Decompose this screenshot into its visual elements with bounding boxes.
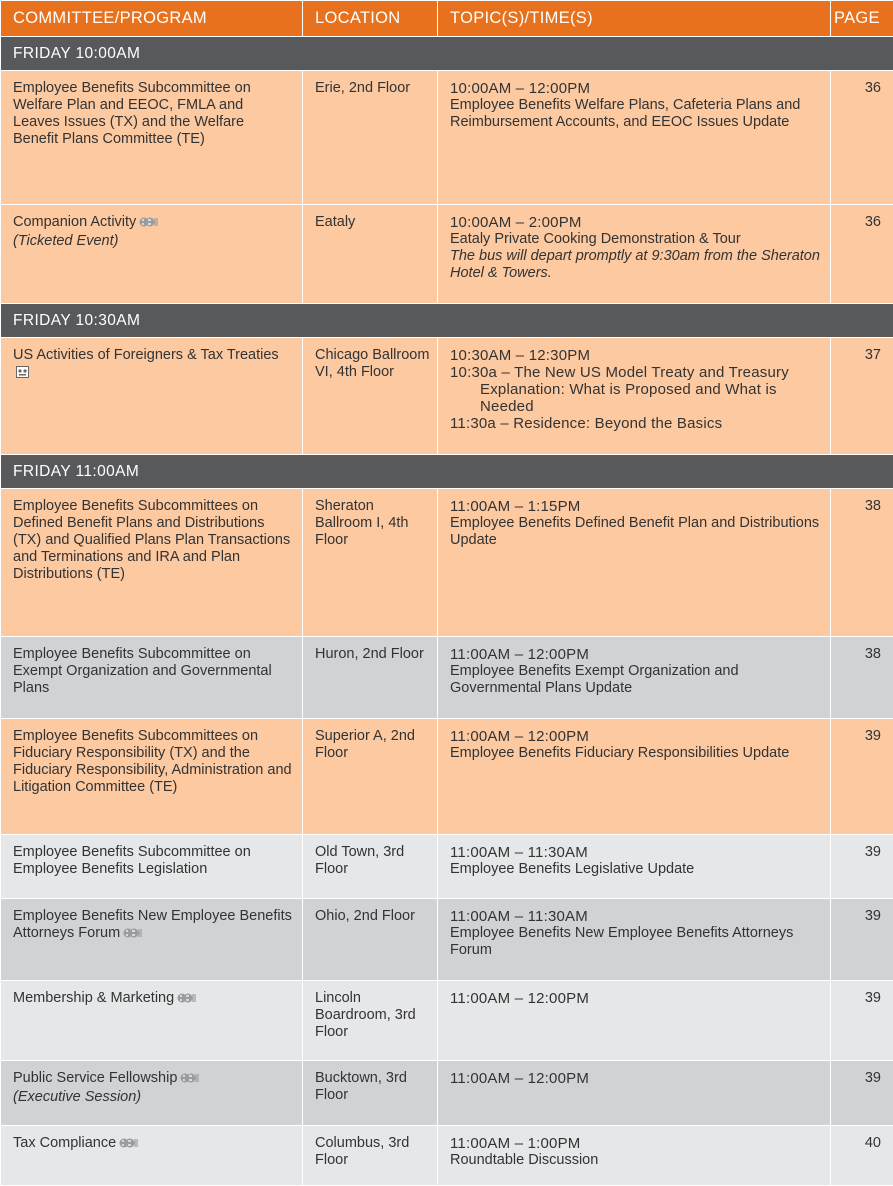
session-topic: Employee Benefits New Employee Benefits Attorneys Forum xyxy=(450,925,824,959)
location-cell: Chicago Ballroom VI, 4th Floor xyxy=(303,338,438,455)
location-cell: Old Town, 3rd Floor xyxy=(303,835,438,899)
table-row xyxy=(1,338,893,455)
committee-name: Employee Benefits Subcommittee on Employee Benefits Legislation xyxy=(13,844,251,877)
page-number: 39 xyxy=(831,981,893,1061)
video-icon xyxy=(16,366,29,383)
table-row xyxy=(1,719,893,835)
cle-icon xyxy=(119,1137,138,1154)
session-time: 11:00AM – 11:30AM xyxy=(450,844,824,861)
session-time: 10:00AM – 2:00PM xyxy=(450,214,824,231)
committee-cell xyxy=(1,71,303,205)
table-row xyxy=(1,637,893,719)
committee-cell xyxy=(1,719,303,835)
section-header xyxy=(1,304,893,338)
session-time: 11:00AM – 12:00PM xyxy=(450,728,824,745)
section-heading: FRIDAY 10:00AM xyxy=(1,37,893,71)
header-topics: TOPIC(S)/TIME(S) xyxy=(438,1,831,37)
committee-name: Employee Benefits Subcommittee on Welfare Plan and EEOC, FMLA and Leaves Issues (TX) and the Welfare Benefit Plans Committee (TE) xyxy=(13,80,251,147)
committee-name: Public Service Fellowship xyxy=(13,1070,177,1086)
section-heading: FRIDAY 10:30AM xyxy=(1,304,893,338)
cle-icon xyxy=(180,1072,199,1089)
topic-cell xyxy=(438,637,831,719)
session-topic: Eataly Private Cooking Demonstration & Tour xyxy=(450,231,824,248)
committee-name: Employee Benefits Subcommittee on Exempt Organization and Governmental Plans xyxy=(13,646,272,696)
header-row xyxy=(1,1,893,37)
location-cell: Lincoln Boardroom, 3rd Floor xyxy=(303,981,438,1061)
topic-cell xyxy=(438,1126,831,1186)
committee-name: US Activities of Foreigners & Tax Treaties xyxy=(13,347,279,363)
cle-icon xyxy=(123,927,142,944)
table-row xyxy=(1,205,893,304)
location-cell: Erie, 2nd Floor xyxy=(303,71,438,205)
committee-cell xyxy=(1,637,303,719)
sub-session: 10:30a – The New US Model Treaty and Treasury Explanation: What is Proposed and What is Needed xyxy=(450,364,824,415)
session-time: 11:00AM – 12:00PM xyxy=(450,1070,824,1087)
header-page: PAGE xyxy=(831,1,893,37)
cle-icon xyxy=(139,216,158,233)
location-cell: Bucktown, 3rd Floor xyxy=(303,1061,438,1126)
table-row xyxy=(1,899,893,981)
table-row xyxy=(1,1126,893,1186)
page-number: 38 xyxy=(831,637,893,719)
location-cell: Ohio, 2nd Floor xyxy=(303,899,438,981)
topic-cell xyxy=(438,981,831,1061)
committee-name: Employee Benefits New Employee Benefits Attorneys Forum xyxy=(13,908,292,941)
committee-cell xyxy=(1,1126,303,1186)
committee-cell xyxy=(1,205,303,304)
table-row xyxy=(1,1061,893,1126)
section-heading: FRIDAY 11:00AM xyxy=(1,455,893,489)
session-time: 11:00AM – 12:00PM xyxy=(450,646,824,663)
committee-name: Employee Benefits Subcommittees on Fiduciary Responsibility (TX) and the Fiduciary Responsibility, Administration and Litigation Committee (TE) xyxy=(13,728,292,795)
table-row xyxy=(1,835,893,899)
session-time: 10:30AM – 12:30PM xyxy=(450,347,824,364)
committee-cell xyxy=(1,981,303,1061)
session-topic: Employee Benefits Fiduciary Responsibilities Update xyxy=(450,745,824,762)
page-number: 39 xyxy=(831,835,893,899)
topic-note: The bus will depart promptly at 9:30am from the Sheraton Hotel & Towers. xyxy=(450,248,824,282)
topic-cell xyxy=(438,719,831,835)
topic-cell xyxy=(438,489,831,637)
page-number: 36 xyxy=(831,71,893,205)
cle-icon xyxy=(177,992,196,1009)
committee-name: Membership & Marketing xyxy=(13,990,174,1006)
topic-cell xyxy=(438,1061,831,1126)
committee-note: (Executive Session) xyxy=(13,1089,292,1106)
page-number: 39 xyxy=(831,1061,893,1126)
location-cell: Columbus, 3rd Floor xyxy=(303,1126,438,1186)
committee-cell xyxy=(1,1061,303,1126)
session-topic: Employee Benefits Exempt Organization and Governmental Plans Update xyxy=(450,663,824,697)
committee-note: (Ticketed Event) xyxy=(13,233,292,250)
sub-session: 11:30a – Residence: Beyond the Basics xyxy=(450,415,824,432)
location-cell: Superior A, 2nd Floor xyxy=(303,719,438,835)
session-topic: Employee Benefits Defined Benefit Plan and Distributions Update xyxy=(450,515,824,549)
topic-cell xyxy=(438,835,831,899)
page-number: 37 xyxy=(831,338,893,455)
committee-cell xyxy=(1,899,303,981)
page-number: 40 xyxy=(831,1126,893,1186)
committee-cell xyxy=(1,835,303,899)
page-number: 39 xyxy=(831,719,893,835)
location-cell: Huron, 2nd Floor xyxy=(303,637,438,719)
location-cell: Eataly xyxy=(303,205,438,304)
committee-name: Tax Compliance xyxy=(13,1135,116,1151)
session-time: 11:00AM – 1:15PM xyxy=(450,498,824,515)
topic-cell xyxy=(438,205,831,304)
committee-cell xyxy=(1,489,303,637)
topic-cell xyxy=(438,899,831,981)
committee-name: Companion Activity xyxy=(13,214,136,230)
section-header xyxy=(1,37,893,71)
table-row xyxy=(1,981,893,1061)
location-cell: Sheraton Ballroom I, 4th Floor xyxy=(303,489,438,637)
topic-cell xyxy=(438,338,831,455)
committee-cell xyxy=(1,338,303,455)
session-time: 11:00AM – 11:30AM xyxy=(450,908,824,925)
header-committee: COMMITTEE/PROGRAM xyxy=(1,1,303,37)
session-time: 11:00AM – 12:00PM xyxy=(450,990,824,1007)
header-location: LOCATION xyxy=(303,1,438,37)
committee-name: Employee Benefits Subcommittees on Defined Benefit Plans and Distributions (TX) and Qualified Plans Plan Transactions and Terminations and IRA and Plan Distributions (TE) xyxy=(13,498,290,582)
page-number: 36 xyxy=(831,205,893,304)
session-time: 11:00AM – 1:00PM xyxy=(450,1135,824,1152)
session-topic: Employee Benefits Welfare Plans, Cafeteria Plans and Reimbursement Accounts, and EEOC Issues Update xyxy=(450,97,824,131)
session-topic: Roundtable Discussion xyxy=(450,1152,824,1169)
page-number: 38 xyxy=(831,489,893,637)
page-number: 39 xyxy=(831,899,893,981)
session-time: 10:00AM – 12:00PM xyxy=(450,80,824,97)
topic-cell xyxy=(438,71,831,205)
section-header xyxy=(1,455,893,489)
table-row xyxy=(1,71,893,205)
table-row xyxy=(1,489,893,637)
session-topic: Employee Benefits Legislative Update xyxy=(450,861,824,878)
